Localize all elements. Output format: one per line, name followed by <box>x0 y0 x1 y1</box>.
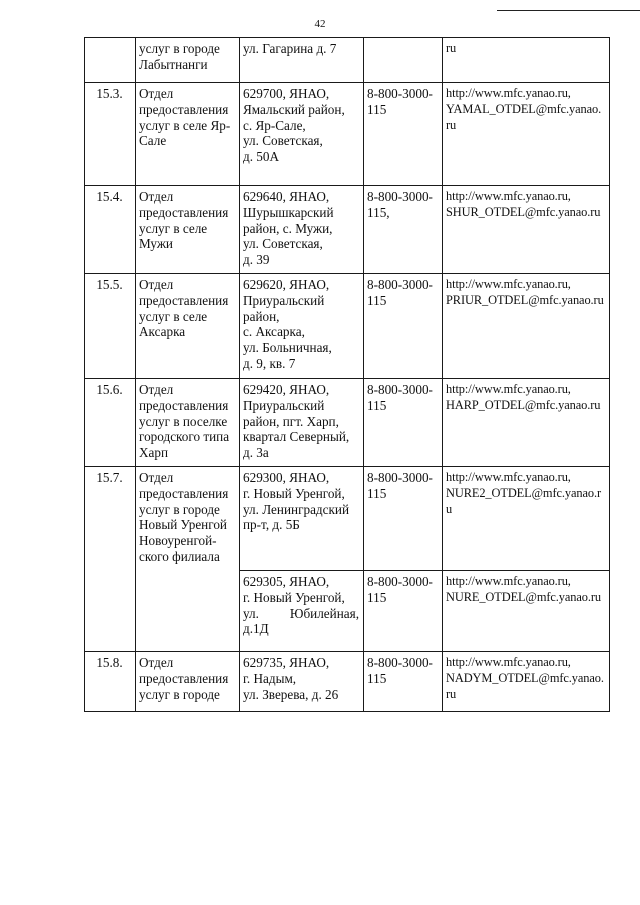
table-row <box>85 467 610 571</box>
mfc-offices-table <box>84 37 610 712</box>
table-row <box>85 83 610 186</box>
office-web: http://www.mfc.yanao.ru, YAMAL_OTDEL@mfc.yanao.ru <box>443 83 610 186</box>
table-row <box>85 652 610 712</box>
office-name: Отдел предоставления услуг в селе Мужи <box>136 186 240 274</box>
office-web: http://www.mfc.yanao.ru, NURE2_OTDEL@mfc.yanao.ru <box>443 467 610 571</box>
top-rule <box>497 10 640 11</box>
table-row <box>85 379 610 467</box>
office-address: 629735, ЯНАО, г. Надым, ул. Зверева, д. 26 <box>240 652 364 712</box>
row-number: 15.3. <box>85 83 136 186</box>
office-phone: 8-800-3000-115 <box>364 379 443 467</box>
office-name: Отдел предоставления услуг в селе Яр-Сале <box>136 83 240 186</box>
office-name: Отдел предоставления услуг в городе <box>136 652 240 712</box>
office-phone: 8-800-3000-115 <box>364 571 443 652</box>
office-name: Отдел предоставления услуг в поселке городского типа Харп <box>136 379 240 467</box>
row-number: 15.5. <box>85 274 136 379</box>
office-web: http://www.mfc.yanao.ru, SHUR_OTDEL@mfc.yanao.ru <box>443 186 610 274</box>
office-address: ул. Гагарина д. 7 <box>240 38 364 83</box>
office-phone <box>364 38 443 83</box>
office-web: http://www.mfc.yanao.ru, HARP_OTDEL@mfc.yanao.ru <box>443 379 610 467</box>
office-web: http://www.mfc.yanao.ru, NADYM_OTDEL@mfc.yanao.ru <box>443 652 610 712</box>
row-number: 15.7. <box>85 467 136 652</box>
office-phone: 8-800-3000-115, <box>364 186 443 274</box>
row-number: 15.4. <box>85 186 136 274</box>
office-address: 629700, ЯНАО, Ямальский район, с. Яр-Сале, ул. Советская, д. 50А <box>240 83 364 186</box>
row-number <box>85 38 136 83</box>
office-name: услуг в городе Лабытнанги <box>136 38 240 83</box>
office-phone: 8-800-3000-115 <box>364 467 443 571</box>
office-address: 629640, ЯНАО, Шурышкарский район, с. Мужи, ул. Советская, д. 39 <box>240 186 364 274</box>
office-name: Отдел предоставления услуг в селе Аксарка <box>136 274 240 379</box>
office-address: 629300, ЯНАО, г. Новый Уренгой, ул. Ленинградский пр-т, д. 5Б <box>240 467 364 571</box>
office-phone: 8-800-3000-115 <box>364 274 443 379</box>
row-number: 15.8. <box>85 652 136 712</box>
table-row <box>85 38 610 83</box>
row-number: 15.6. <box>85 379 136 467</box>
office-address: 629305, ЯНАО, г. Новый Уренгой, ул. Юбилейная, д.1Д <box>240 571 364 652</box>
office-name: Отдел предоставления услуг в городе Новый Уренгой Новоуренгой-ского филиала <box>136 467 240 652</box>
table-row <box>85 274 610 379</box>
office-address: 629420, ЯНАО, Приуральский район, пгт. Харп, квартал Северный, д. 3а <box>240 379 364 467</box>
office-web: ru <box>443 38 610 83</box>
office-address: 629620, ЯНАО, Приуральский район, с. Аксарка, ул. Больничная, д. 9, кв. 7 <box>240 274 364 379</box>
office-web: http://www.mfc.yanao.ru, NURE_OTDEL@mfc.yanao.ru <box>443 571 610 652</box>
office-phone: 8-800-3000-115 <box>364 652 443 712</box>
office-phone: 8-800-3000-115 <box>364 83 443 186</box>
page-number: 42 <box>314 18 326 30</box>
office-web: http://www.mfc.yanao.ru, PRIUR_OTDEL@mfc.yanao.ru <box>443 274 610 379</box>
table-row <box>85 186 610 274</box>
